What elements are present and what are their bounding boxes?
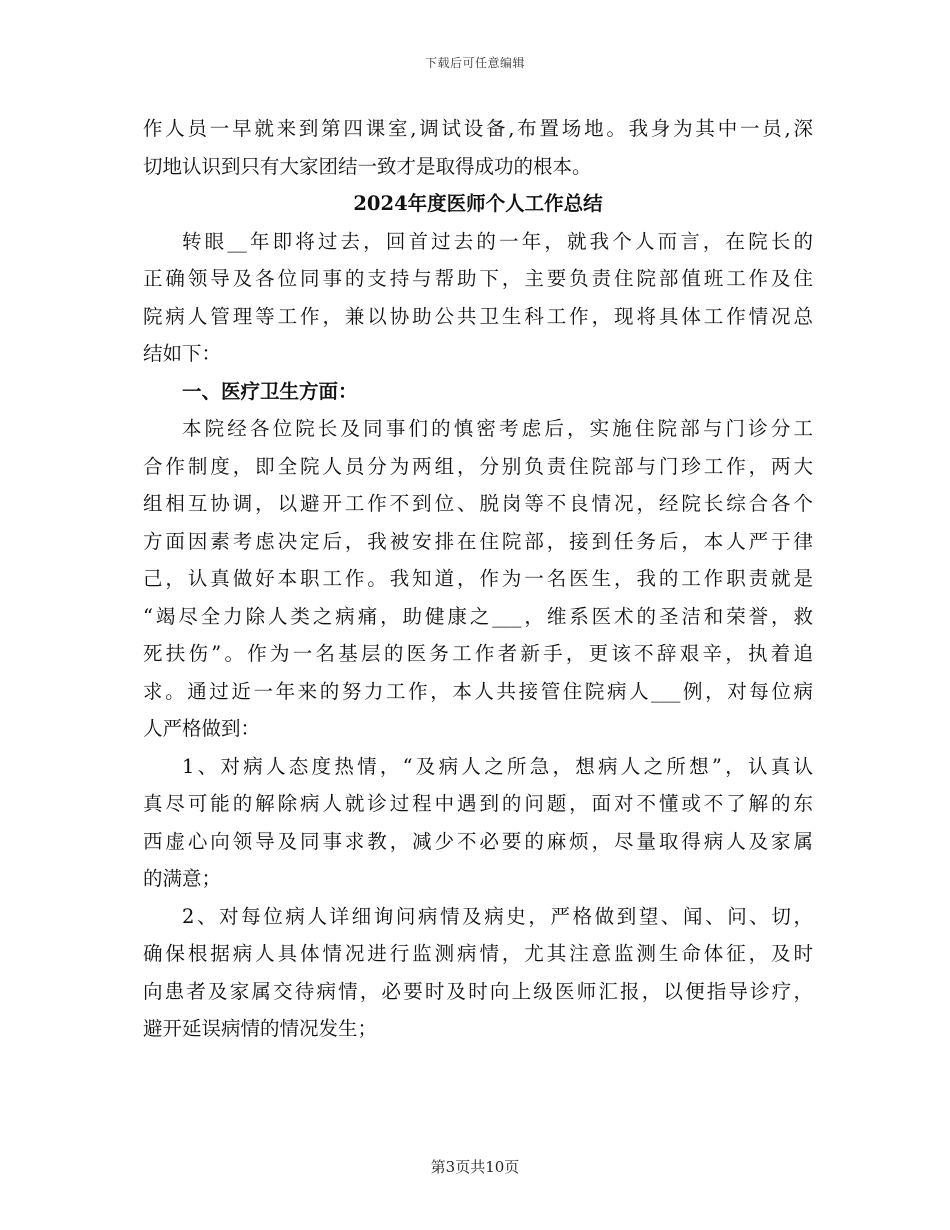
body-line: 正确领导及各位同事的支持与帮助下，主要负责住院部值班工作及住: [143, 267, 813, 290]
body-line: 2、对每位病人详细询问病情及病史，严格做到望、闻、问、切，: [182, 904, 813, 928]
body-line: 方面因素考虑决定后，我被安排在住院部，接到任务后，本人严于律: [143, 529, 813, 553]
page-number: 第3页共10页: [430, 1158, 520, 1176]
body-line: 转眼__年即将过去，回首过去的一年，就我个人而言，在院长的: [182, 229, 813, 253]
body-line: 确保根据病人具体情况进行监测病情，尤其注意监测生命体征，及时: [143, 942, 813, 965]
body-line: “竭尽全力除人类之病痛，助健康之___，维系医术的圣洁和荣誉，救: [143, 604, 813, 628]
body-line: 西虚心向领导及同事求教，减少不必要的麻烦，尽量取得病人及家属: [143, 829, 813, 853]
body-line: 结如下：: [143, 342, 222, 365]
body-line: 求。通过近一年来的努力工作，本人共接管住院病人___例，对每位病: [143, 679, 813, 703]
body-line: 死扶伤”。作为一名基层的医务工作者新手，更该不辞艰辛，执着追: [143, 642, 813, 665]
body-line: 真尽可能的解除病人就诊过程中遇到的问题，面对不懂或不了解的东: [143, 792, 813, 815]
body-line: 己，认真做好本职工作。我知道，作为一名医生，我的工作职责就是: [143, 567, 813, 590]
body-line: 作人员一早就来到第四课室,调试设备,布置场地。我身为其中一员,深: [143, 117, 813, 140]
body-line: 人严格做到：: [143, 717, 261, 740]
body-line: 1、对病人态度热情，“及病人之所急，想病人之所想”，认真认: [182, 754, 813, 778]
body-line: 本院经各位院长及同事们的慎密考虑后，实施住院部与门诊分工: [182, 417, 813, 440]
body-line: 切地认识到只有大家团结一致才是取得成功的根本。: [143, 154, 592, 178]
body-line: 向患者及家属交待病情，必要时及时向上级医师汇报，以便指导诊疗，: [143, 979, 813, 1003]
page-header-note: 下载后可任意编辑: [424, 56, 525, 70]
document-body: [143, 110, 813, 1048]
body-line: 的满意；: [143, 867, 222, 890]
body-line: 避开延误病情的情况发生；: [143, 1017, 378, 1040]
body-line: 合作制度，即全院人员分为两组，分别负责住院部与门珍工作，两大: [143, 454, 813, 478]
section-heading: 一、医疗卫生方面：: [182, 379, 358, 403]
body-line: 院病人管理等工作，兼以协助公共卫生科工作，现将具体工作情况总: [143, 304, 813, 328]
body-line: 组相互协调，以避开工作不到位、脱岗等不良情况，经院长综合各个: [143, 492, 813, 515]
document-title: 2024年度医师个人工作总结: [353, 192, 603, 215]
